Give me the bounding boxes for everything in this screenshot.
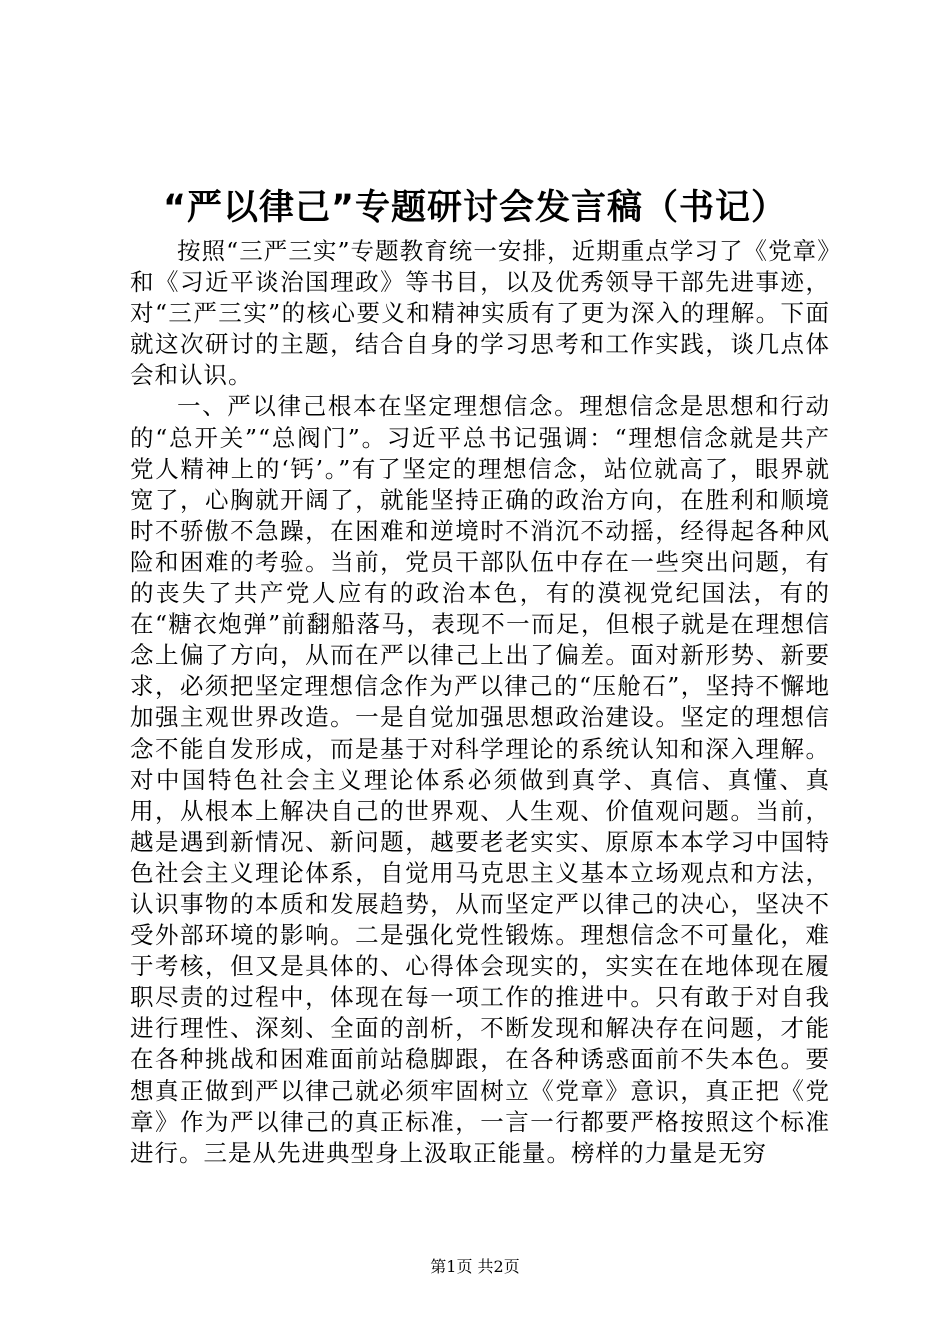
page-number-footer: 第1页 共2页 [430, 1257, 520, 1276]
document-body [130, 236, 830, 1169]
document-title: “严以律己”专题研讨会发言稿（书记） [162, 188, 787, 228]
paragraph-intro: 按照“三严三实”专题教育统一安排，近期重点学习了《党章》和《习近平谈治国理政》等书目，以及优秀领导干部先进事迹，对“三严三实”的核心要义和精神实质有了更为深入的理解。下面就这次研讨的主题，结合自身的学习思考和工作实践，谈几点体会和认识。 [130, 237, 830, 390]
paragraph-section-one: 一、严以律己根本在坚定理想信念。理想信念是思想和行动的“总开关”“总阀门”。习近平总书记强调：“理想信念就是共产党人精神上的‘钙’。”有了坚定的理想信念，站位就高了，眼界就宽了，心胸就开阔了，就能坚持正确的政治方向，在胜利和顺境时不骄傲不急躁，在困难和逆境时不消沉不动摇，经得起各种风险和困难的考验。当前，党员干部队伍中存在一些突出问题，有的丧失了共产党人应有的政治本色，有的漠视党纪国法，有的在“糖衣炮弹”前翻船落马，表现不一而足，但根子就是在理想信念上偏了方向，从而在严以律己上出了偏差。面对新形势、新要求，必须把坚定理想信念作为严以律己的“压舱石”，坚持不懈地加强主观世界改造。一是自觉加强思想政治建设。坚定的理想信念不能自发形成，而是基于对科学理论的系统认知和深入理解。对中国特色社会主义理论体系必须做到真学、真信、真懂、真用，从根本上解决自己的世界观、人生观、价值观问题。当前，越是遇到新情况、新问题，越要老老实实、原原本本学习中国特色社会主义理论体系，自觉用马克思主义基本立场观点和方法，认识事物的本质和发展趋势，从而坚定严以律己的决心，坚决不受外部环境的影响。二是强化党性锻炼。理想信念不可量化，难于考核，但又是具体的、心得体会现实的，实实在在地体现在履职尽责的过程中，体现在每一项工作的推进中。只有敢于对自我进行理性、深刻、全面的剖析，不断发现和解决存在问题，才能在各种挑战和困难面前站稳脚跟，在各种诱惑面前不失本色。要想真正做到严以律己就必须牢固树立《党章》意识，真正把《党章》作为严以律己的真正标准，一言一行都要严格按照这个标准进行。三是从先进典型身上汲取正能量。榜样的力量是无穷 [130, 392, 830, 1167]
